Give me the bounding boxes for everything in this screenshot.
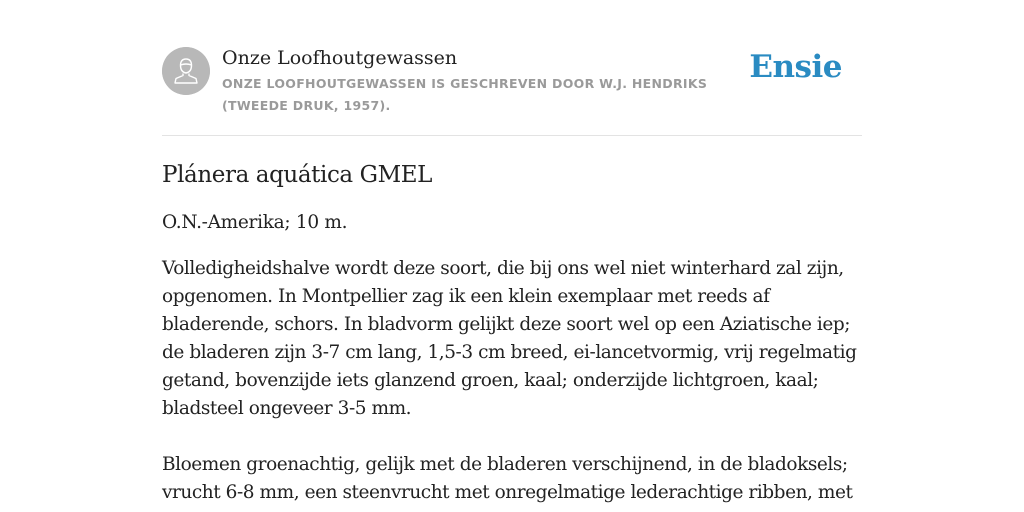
entry-paragraph: Volledigheidshalve wordt deze soort, die bij ons wel niet winterhard zal zijn, opgenomen. In Montpellier zag ik een klein exemplaar met reeds af bladerende, schors. In bladvorm gelijkt deze soort wel op een Aziatische iep; de bladeren zijn 3-7 cm lang, 1,5-3 cm breed, ei-lancetvormig, vrij regelmatig getand, bovenzijde iets glanzend groen, kaal; onderzijde lichtgroen, kaal; bladsteel ongeveer 3-5 mm. <box>162 258 857 419</box>
ensie-logo-link[interactable]: Ensie <box>749 49 842 85</box>
entry-title: Plánera aquática GMEL <box>162 162 433 188</box>
book-title[interactable]: Onze Loofhoutgewassen <box>222 47 458 69</box>
entry-paragraph: Bloemen groenachtig, gelijk met de bladeren verschijnend, in de bladoksels; vrucht 6-8 mm, een steenvrucht met onregelmatige lederachtige ribben, met <box>162 454 853 503</box>
user-silhouette-icon[interactable] <box>162 47 210 95</box>
header-divider <box>162 135 862 136</box>
entry-origin: O.N.-Amerika; 10 m. <box>162 212 348 233</box>
book-subtitle: ONZE LOOFHOUTGEWASSEN IS GESCHREVEN DOOR W.J. HENDRIKS (TWEEDE DRUK, 1957). <box>222 76 708 113</box>
source-header <box>162 47 862 135</box>
entry-content <box>162 157 862 507</box>
